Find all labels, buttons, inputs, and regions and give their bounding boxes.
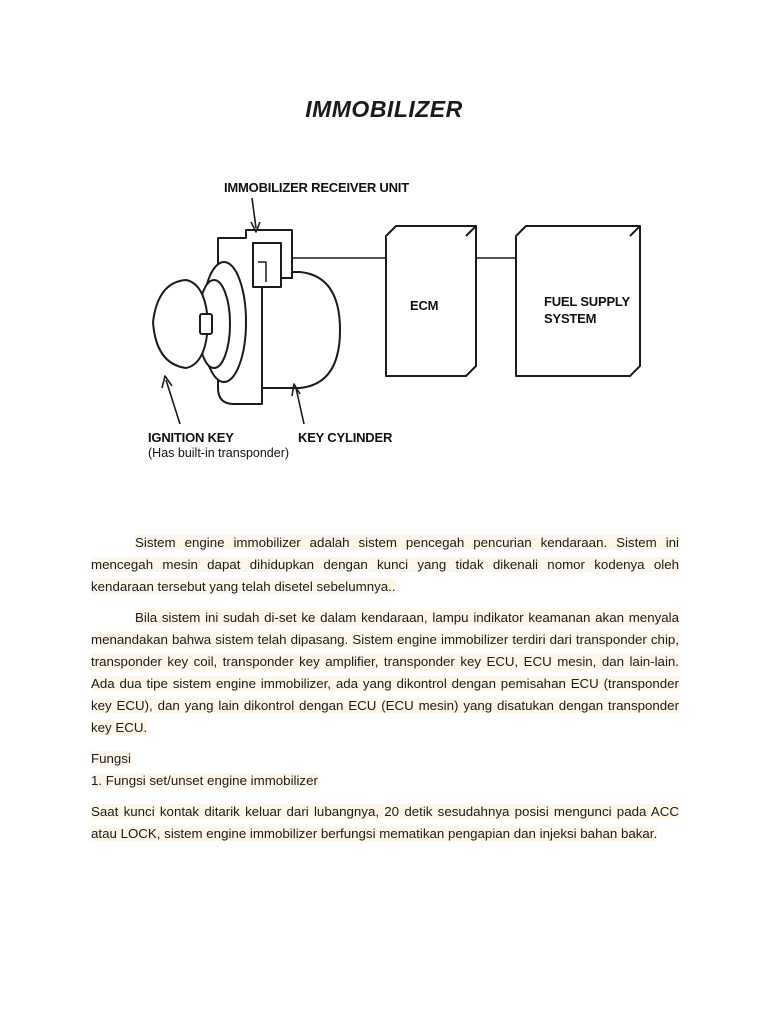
label-ecm: ECM bbox=[410, 298, 439, 313]
paragraph-2 bbox=[91, 607, 679, 739]
receiver-coil-box bbox=[253, 243, 281, 287]
paragraph-3-text: Saat kunci kontak ditarik keluar dari lubangnya, 20 detik sesudahnya posisi mengunci pada ACC atau LOCK, sistem engine immobilizer berfungsi mematikan pengapian dan injeksi bahan bakar. bbox=[91, 804, 679, 841]
diagram-drawing bbox=[0, 0, 768, 500]
page-title: IMMOBILIZER bbox=[305, 96, 463, 122]
subheading-fungsi-1-text: 1. Fungsi set/unset engine immobilizer bbox=[91, 773, 318, 788]
label-ignition-key: IGNITION KEY bbox=[148, 430, 234, 445]
heading-fungsi bbox=[91, 748, 679, 770]
heading-fungsi-text: Fungsi bbox=[91, 751, 131, 766]
document-body bbox=[91, 532, 679, 845]
subheading-fungsi-1 bbox=[91, 770, 679, 792]
label-fuel-supply-line1: FUEL SUPPLY bbox=[544, 294, 630, 309]
label-fuel-supply-line2: SYSTEM bbox=[544, 311, 597, 326]
paragraph-2-text: Bila sistem ini sudah di-set ke dalam kendaraan, lampu indikator keamanan akan menyala menandakan bahwa sistem telah dipasang. Sistem engine immobilizer terdiri dari transponder chip, transponder key coil, transponder key amplifier, transponder key ECU, ECU mesin, dan lain-lain. Ada dua tipe sistem engine immobilizer, ada yang dikontrol dengan pemisahan ECU (transponder key ECU), dan yang lain dikontrol dengan ECU (ECU mesin) yang disatukan dengan transponder key ECU. bbox=[91, 610, 679, 735]
key-cylinder-shape bbox=[262, 272, 340, 388]
label-key-cylinder: KEY CYLINDER bbox=[298, 430, 393, 445]
paragraph-3 bbox=[91, 801, 679, 845]
paragraph-1 bbox=[91, 532, 679, 598]
label-receiver-unit: IMMOBILIZER RECEIVER UNIT bbox=[224, 180, 409, 195]
label-ignition-key-note: (Has built-in transponder) bbox=[148, 446, 290, 460]
immobilizer-diagram bbox=[0, 0, 768, 500]
paragraph-1-text: Sistem engine immobilizer adalah sistem pencegah pencurian kendaraan. Sistem ini mencegah mesin dapat dihidupkan dengan kunci yang tidak dikenali nomor kodenya oleh kendaraan tersebut yang telah disetel sebelumnya.. bbox=[91, 535, 679, 594]
